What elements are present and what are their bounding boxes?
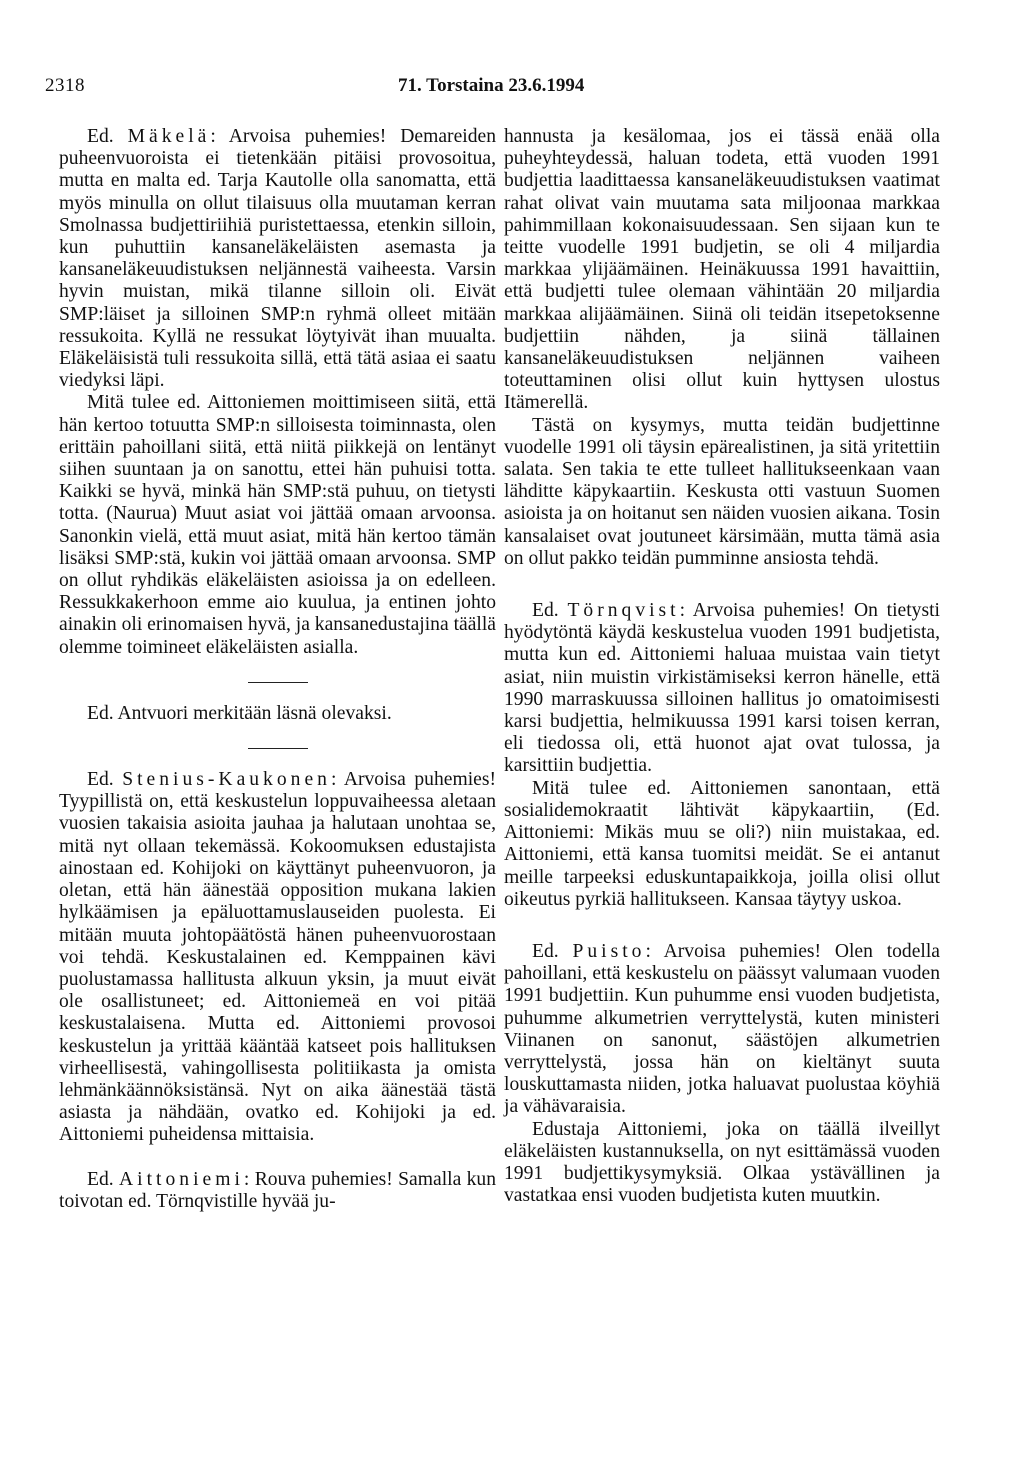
speech-tornqvist — [504, 600, 940, 778]
speaker-name: Törnqvist — [567, 600, 680, 622]
speaker-name: Stenius-Kaukonen — [122, 769, 331, 791]
speech-puisto — [504, 941, 940, 1119]
speech-paragraph: Edustaja Aittoniemi, joka on täällä ilveillyt eläkeläisten kustannuksella, on nyt esittämässä vuoden 1991 budjettikysymyksiä. Olkaa ystävällinen ja vastatkaa ensi vuoden budjetista kuten muutkin. — [504, 1118, 940, 1207]
speech-paragraph: Mitä tulee ed. Aittoniemen sanontaan, että sosialidemokraatit lähtivät käpykaartiin, (Ed. Aittoniemi: Mikäs muu se oli?) niin muistakaa, ed. Aittoniemi, että kansa tuomitsi meidät. Se ei antanut meille tarpeeksi eduskuntapaikkoja, joilla olisi ollut oikeutus pyrkiä hallitukseen. Kansaa täytyy uskoa. — [504, 777, 940, 910]
attendance-notice: Ed. Antvuori merkitään läsnä olevaksi. — [87, 702, 392, 724]
speech-continuation: hannusta ja kesälomaa, jos ei tässä enää olla puheyhteydessä, haluan todeta, että vuoden 1991 budjettia laadittaessa kansaneläkeuudistuksen vaatimat rahat olivat vain muutama sata miljoonaa markkaa pahimmillaan kokonaisuudessaan. Sen sijaan kun te teitte vuodelle 1991 budjetin, se oli 4 miljardia markkaa ylijäämäinen. Heinäkuussa 1991 havaittiin, että budjetti tulee olemaan vähintään 20 miljardia markkaa alijäämäinen. Siinä oli teidän itsepetoksenne budjettiin nähden, ja siinä tällainen kansaneläkeuudistuksen neljännen vaiheen toteuttaminen olisi ollut kuin hyttysen ulostus Itämerellä. — [504, 126, 940, 414]
section-divider — [248, 748, 308, 749]
section-divider — [248, 682, 308, 683]
left-column — [59, 126, 496, 1213]
page-number: 2318 — [45, 75, 85, 96]
right-column — [504, 126, 940, 1207]
speech-paragraph: Tästä on kysymys, mutta teidän budjettinne vuodelle 1991 oli täysin epärealistinen, ja sitä yritettiin salata. Sen takia te ette tulleet hallitukseenkaan vaan lähditte käpykaartiin. Keskusta otti vastuun Suomen asioista ja on hoitanut sen näiden vuosien aikana. Tosin kansalaiset ovat joutuneet kärsimään, mutta tämä asia on ollut pakko teidän pumminne ansiosta tehdä. — [504, 414, 940, 569]
speech-text: : Rouva puhemies! Samalla kun toivotan ed. Törnqvistille hyvää ju- — [59, 1168, 497, 1212]
speech-makela — [59, 126, 496, 392]
speech-text: : Arvoisa puhemies! Olen todella pahoillani, että keskustelu on päässyt valumaan vuoden 1991 budjettiin. Kun puhumme ensi vuoden budjetista, puhumme alkumetrien verryttelystä, kuten ministeri Viinanen on sanonut, säästöjen alkumetrien verryttelystä, jossa hän on kieltänyt suuta louskuttamasta niiden, jotka haluavat puolustaa köyhiä ja vähävaraisia. — [504, 940, 941, 1118]
speech-prefix: Ed. — [532, 940, 573, 962]
speaker-name: Aittoniemi — [119, 1168, 244, 1190]
speech-stenius-kaukonen — [59, 769, 496, 1146]
speech-prefix: Ed. — [87, 1168, 120, 1190]
speech-text: : Arvoisa puhemies! Demareiden puheenvuoroista ei tietenkään pitäisi provosoitua, mutta en malta ed. Tarja Kautolle olla sanomatta, että myös minulla on ollut tilaisuus olla muutaman kerran Smolnassa budjettiriihiä puristettaessa, etenkin silloin, kun puhuttiin kansaneläkeläisten asemasta ja kansaneläkeuudistuksen neljännestä vaiheesta. Varsin hyvin muistan, mikä tilanne silloin oli. Eivät SMP:läiset ja silloinen SMP:n ryhmä olleet mitään ressukoita. Kyllä ne ressukat löytyivät ihan muualta. Eläkeläisistä tuli ressukoita sillä, että tätä asiaa ei saatu viedyksi läpi. — [59, 126, 497, 392]
speech-prefix: Ed. — [87, 126, 128, 147]
speech-prefix: Ed. — [532, 600, 568, 622]
speech-text: : Arvoisa puhemies! Tyypillistä on, että keskustelun loppuvaiheessa aletaan vuosien takaisia asioita jauhaa ja halutaan unohtaa se, mitä nyt ollaan tekemässä. Kokoomuksen edustajista ainostaan ed. Kohijoki on käyttänyt puheenvuoron, ja oletan, että hän äänestää opposition mukana lakien hylkäämisen ja epäluottamuslauseiden puolesta. Ei mitään muuta johtopäätöstä hänen puheenvuorostaan voi tehdä. Keskustalainen ed. Kemppainen kävi puolustamassa hallitusta alkuun yksin, ja muut eivät ole osallistuneet; ed. Aittoniemeä en voi pitää keskustalaisena. Mutta ed. Aittoniemi provosoi keskustelun ja yrittää kääntää katseet pois hallituksen virheellisestä, vahingollisesta politiikasta ja omista lehmänkäännöksistänsä. Nyt on aika äänestää tästä asiasta ja nähdään, ovatko ed. Kohijoki ja ed. Aittoniemi puheidensa mittaisia. — [59, 769, 497, 1146]
speaker-name: Mäkelä — [127, 126, 211, 147]
speaker-name: Puisto — [572, 940, 646, 962]
running-head: 71. Torstaina 23.6.1994 — [398, 75, 585, 96]
speech-text: : Arvoisa puhemies! On tietysti hyödytöntä käydä keskustelua vuoden 1991 budjetista, mutta kun ed. Aittoniemi haluaa muistaa vain tietyt asiat, niin muistin virkistämiseksi kerron hänelle, että 1990 marraskuussa silloinen hallitus jo omatoimisesti karsi budjettia, helmikuussa 1991 karsi toisen kerran, eli tiedossa oli, että huonot ajat ovat tulossa, ja karsittiin budjettia. — [504, 600, 940, 777]
speech-aittoniemi — [59, 1169, 496, 1213]
speech-prefix: Ed. — [87, 769, 123, 791]
speech-paragraph: Mitä tulee ed. Aittoniemen moittimiseen siitä, että hän kertoo totuutta SMP:n silloisesta toiminnasta, olen erittäin pahoillani siitä, että niitä piikkejä on lentänyt siihen suuntaan ja on sanottu, ettei hän puhuisi totta. Kaikki se hyvä, minkä hän SMP:stä puhuu, on tietysti totta. (Naurua) Muut asiat voi jättää omaan arvoonsa. Sanonkin vielä, että muut asiat, mitä hän kertoo tämän lisäksi SMP:stä, kukin voi jättää omaan arvoonsa. SMP on ollut ryhdikäs eläkeläisten asioissa ja on edelleen. Ressukkakerhoon emme aio kuulua, ja entinen johto ainakin oli erinomaisen hyvä, ja kansanedustajina täällä olemme toimineet eläkeläisten asialla. — [59, 392, 496, 658]
